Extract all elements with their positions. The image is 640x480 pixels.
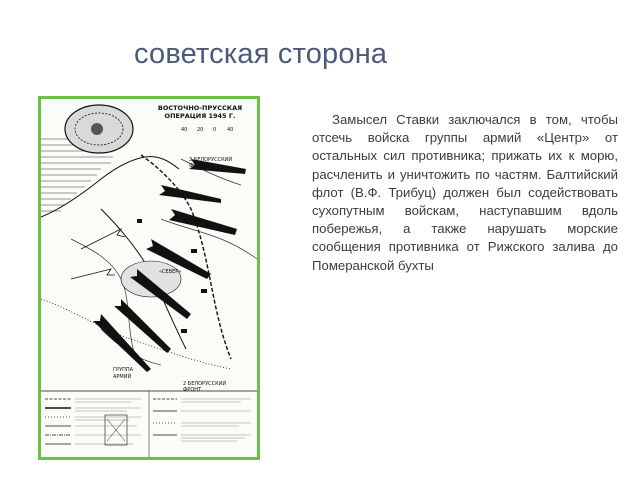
map-label-belorussian: 3 БЕЛОРУССКИЙ ФРОНТ	[189, 157, 233, 169]
map-scale-label-d: 40	[227, 127, 234, 133]
encircled-area-top	[65, 105, 133, 153]
map-label-army: АРМИЙ	[113, 374, 132, 380]
slide-title: советская сторона	[134, 38, 388, 70]
map-drawing	[41, 99, 257, 457]
map-title: ВОСТОЧНО-ПРУССКАЯ ОПЕРАЦИЯ 1945 Г.	[157, 104, 243, 120]
map-legend	[45, 399, 177, 444]
front-line-1	[141, 155, 231, 359]
map-label-north: «СЕВЕР»	[159, 269, 182, 275]
map-label-front2: 2 БЕЛОРУССКИЙ ФРОНТ	[183, 381, 227, 393]
slide-body-text: Замысел Ставки заключался в том, чтобы отсечь войска группы армий «Центр» от остальных сил противника; прижать их к морю, расчленить и уничтожить по частям. Балтийский флот (В.Ф. Трибуц) должен был содействовать сухопутным войскам, наступавшим вдоль побережья, а также нарушать морские сообщения противника от Рижского залива до Померанской бухты	[312, 112, 618, 273]
map-scale-label-b: 20	[197, 127, 204, 133]
map-scale-label-a: 40	[181, 127, 188, 133]
map-label-group: ГРУППА	[113, 367, 134, 373]
map-scale-label-c: 0	[213, 127, 217, 133]
operation-map	[38, 96, 260, 460]
